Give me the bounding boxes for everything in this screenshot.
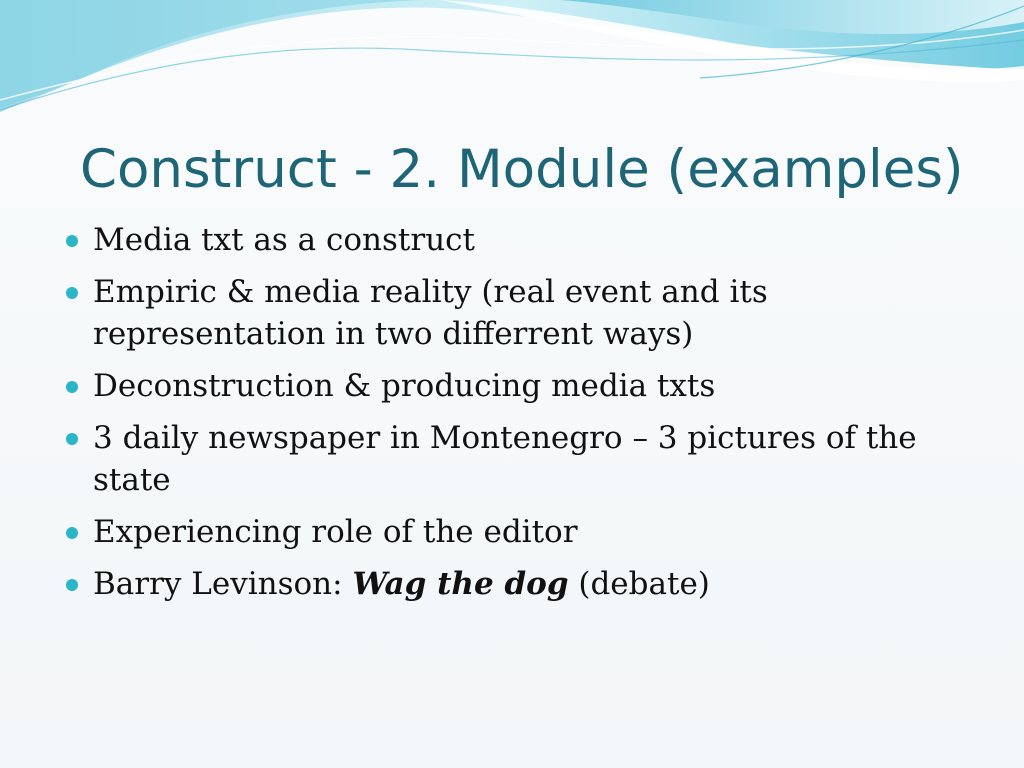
bullet-text: Experiencing role of the editor — [93, 514, 578, 550]
bullet-item — [66, 219, 966, 261]
bullet-item — [66, 511, 966, 553]
bullet-list — [66, 219, 966, 615]
bullet-dot-icon — [66, 433, 78, 445]
bullet-dot-icon — [66, 527, 78, 539]
film-title: Wag the dog — [352, 566, 569, 602]
bullet-text: Deconstruction & producing media txts — [93, 368, 716, 404]
bullet-text-suffix: (debate) — [568, 566, 710, 602]
bullet-dot-icon — [66, 235, 78, 247]
bullet-item — [66, 563, 966, 605]
bullet-text: 3 daily newspaper in Montenegro – 3 pictures of the state — [93, 420, 917, 498]
bullet-dot-icon — [66, 287, 78, 299]
bullet-text: Media txt as a construct — [93, 222, 475, 258]
bullet-dot-icon — [66, 381, 78, 393]
bullet-text: Empiric & media reality (real event and its representation in two differrent ways) — [93, 274, 768, 352]
bullet-item — [66, 365, 966, 407]
bullet-text-prefix: Barry Levinson: — [93, 566, 353, 602]
header-wave-decoration — [0, 0, 1024, 130]
bullet-item — [66, 417, 966, 501]
slide-title: Construct - 2. Module (examples) — [80, 139, 964, 200]
bullet-dot-icon — [66, 579, 78, 591]
bullet-item — [66, 271, 966, 355]
